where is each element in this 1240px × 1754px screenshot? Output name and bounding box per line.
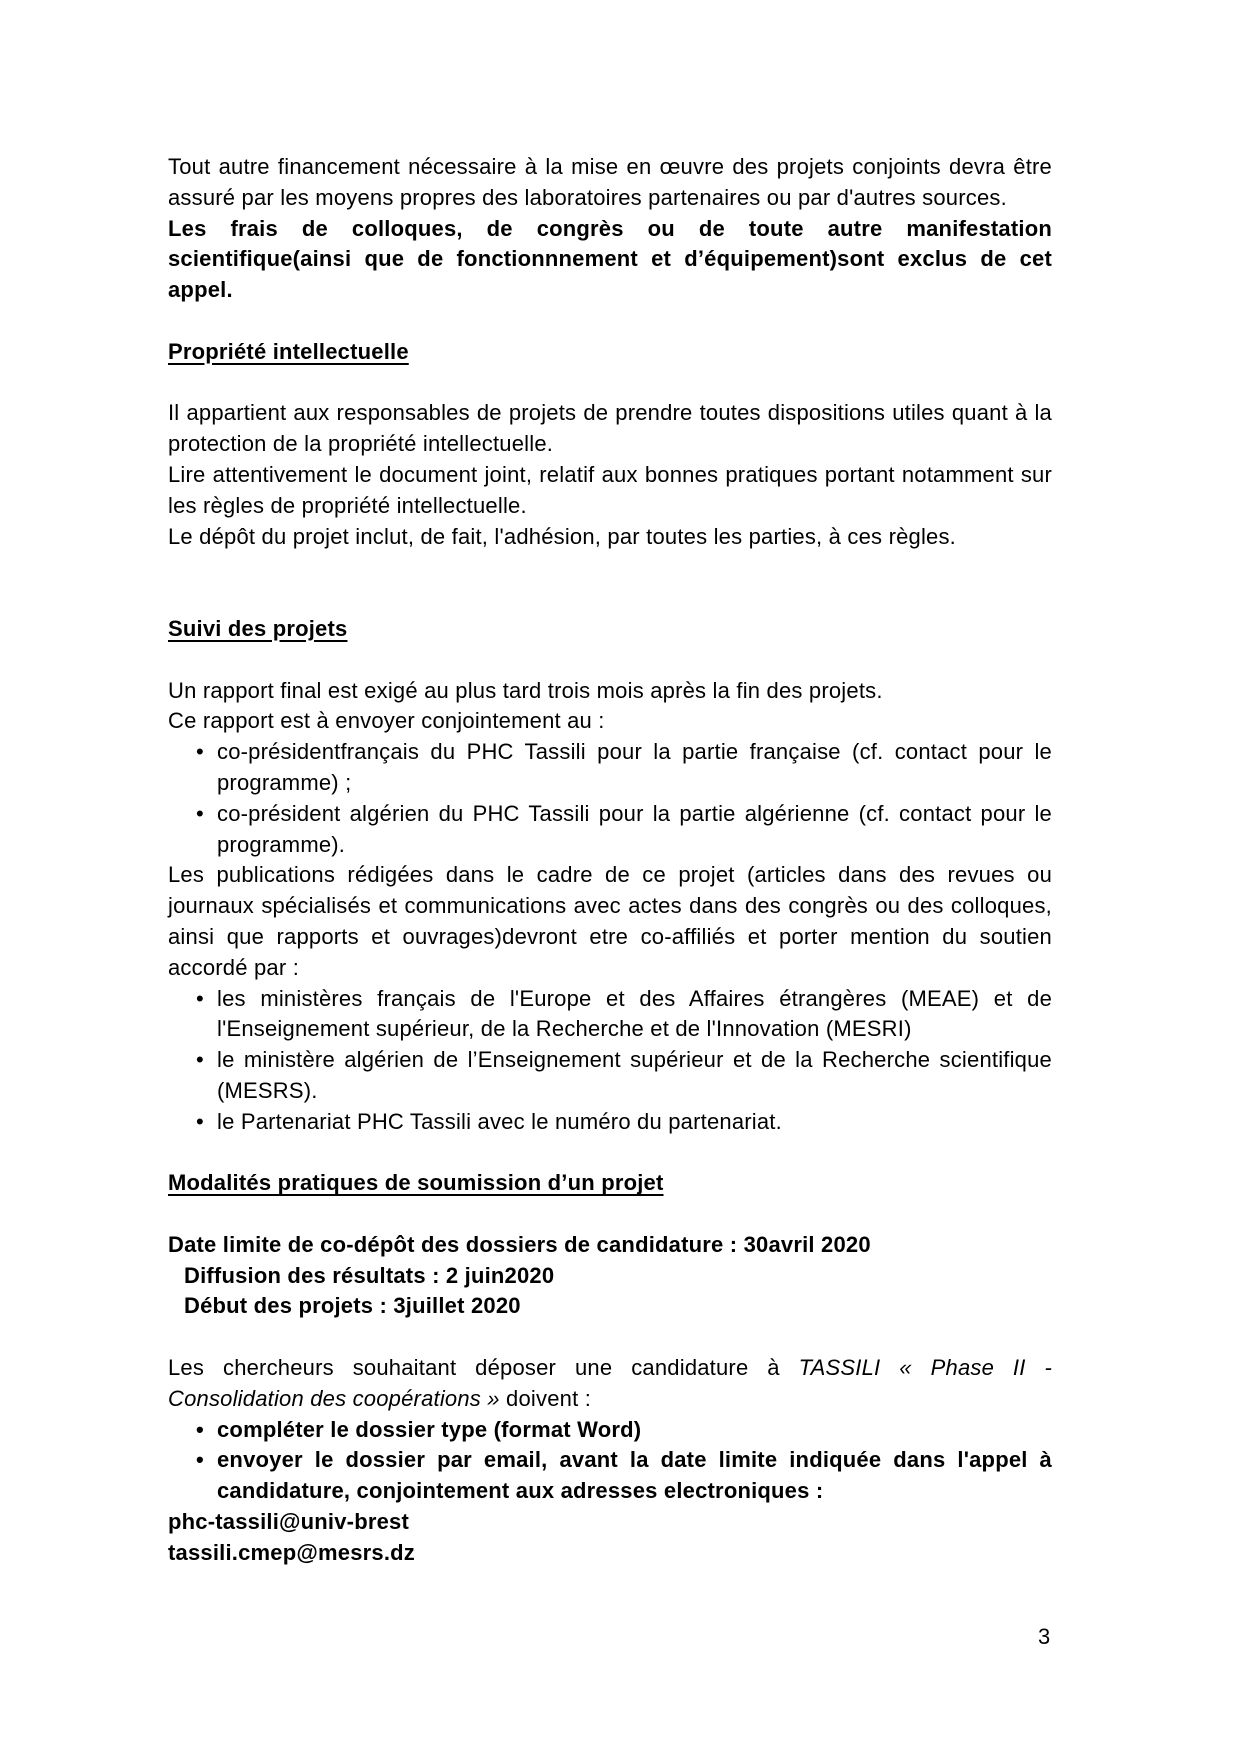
text-run: doivent : (499, 1385, 592, 1411)
paragraph: phc-tassili@univ-brest (168, 1509, 410, 1535)
paragraph: Diffusion des résultats : 2 juin2020 (184, 1262, 555, 1288)
list-item: • les ministères français de l'Europe et des Affaires étrangères (MEAE) et de l'Enseignement supérieur, de la Recherche et de l'Innovation (MESRI) (217, 984, 1052, 1046)
section-heading: Modalités pratiques de soumission d’un projet (168, 1170, 664, 1196)
bullet-list (168, 737, 1052, 860)
paragraph: Ce rapport est à envoyer conjointement au : (168, 708, 605, 734)
text-run: Les chercheurs souhaitant déposer une candidature à (168, 1355, 799, 1381)
list-item: • co-présidentfrançais du PHC Tassili pour la partie française (cf. contact pour le programme) ; (217, 737, 1052, 799)
section-heading: Propriété intellectuelle (168, 338, 409, 364)
paragraph (168, 1353, 1052, 1415)
list-item: • envoyer le dossier par email, avant la date limite indiquée dans l'appel à candidature, conjointement aux adresses electroniques : (217, 1445, 1052, 1507)
spacer (168, 552, 1052, 583)
spacer (168, 306, 1052, 337)
paragraph: Date limite de co-dépôt des dossiers de candidature : 30avril 2020 (168, 1231, 871, 1257)
spacer (168, 1322, 1052, 1353)
paragraph: Les frais de colloques, de congrès ou de toute autre manifestation scientifique(ainsi que de fonctionnnement et d’équipement)sont exclus de cet appel. (168, 215, 1052, 303)
spacer (168, 645, 1052, 676)
paragraph: tassili.cmep@mesrs.dz (168, 1539, 415, 1565)
list-item: • compléter le dossier type (format Word) (217, 1415, 1052, 1446)
bullet-list (168, 1415, 1052, 1507)
page-number: 3 (1038, 1624, 1051, 1649)
list-item: • co-président algérien du PHC Tassili pour la partie algérienne (cf. contact pour le programme). (217, 799, 1052, 861)
paragraph: Les publications rédigées dans le cadre de ce projet (articles dans des revues ou journaux spécialisés et communications avec actes dans des congrès ou des colloques, ainsi que rapports et ouvrages)devront etre co-affiliés et porter mention du soutien accordé par : (168, 862, 1052, 980)
spacer (168, 1138, 1052, 1169)
list-item: • le ministère algérien de l’Enseignement supérieur et de la Recherche scientifique (MESRS). (217, 1045, 1052, 1107)
italic-text-run: TASSILI « Phase II - Consolidation des coopérations » (168, 1355, 1052, 1411)
section-heading: Suivi des projets (168, 615, 348, 641)
spacer (168, 368, 1052, 399)
paragraph: Début des projets : 3juillet 2020 (184, 1293, 521, 1319)
paragraph: Il appartient aux responsables de projets de prendre toutes dispositions utiles quant à la protection de la propriété intellectuelle. (168, 400, 1052, 457)
paragraph: Un rapport final est exigé au plus tard trois mois après la fin des projets. (168, 677, 883, 703)
paragraph: Le dépôt du projet inclut, de fait, l'adhésion, par toutes les parties, à ces règles. (168, 523, 956, 549)
spacer (168, 1199, 1052, 1230)
list-item: • le Partenariat PHC Tassili avec le numéro du partenariat. (217, 1107, 1052, 1138)
paragraph: Lire attentivement le document joint, relatif aux bonnes pratiques portant notamment sur les règles de propriété intellectuelle. (168, 461, 1052, 518)
spacer (168, 583, 1052, 614)
paragraph: Tout autre financement nécessaire à la mise en œuvre des projets conjoints devra être assuré par les moyens propres des laboratoires partenaires ou par d'autres sources. (168, 154, 1052, 210)
document-content (168, 152, 1052, 1569)
bullet-list (168, 984, 1052, 1138)
